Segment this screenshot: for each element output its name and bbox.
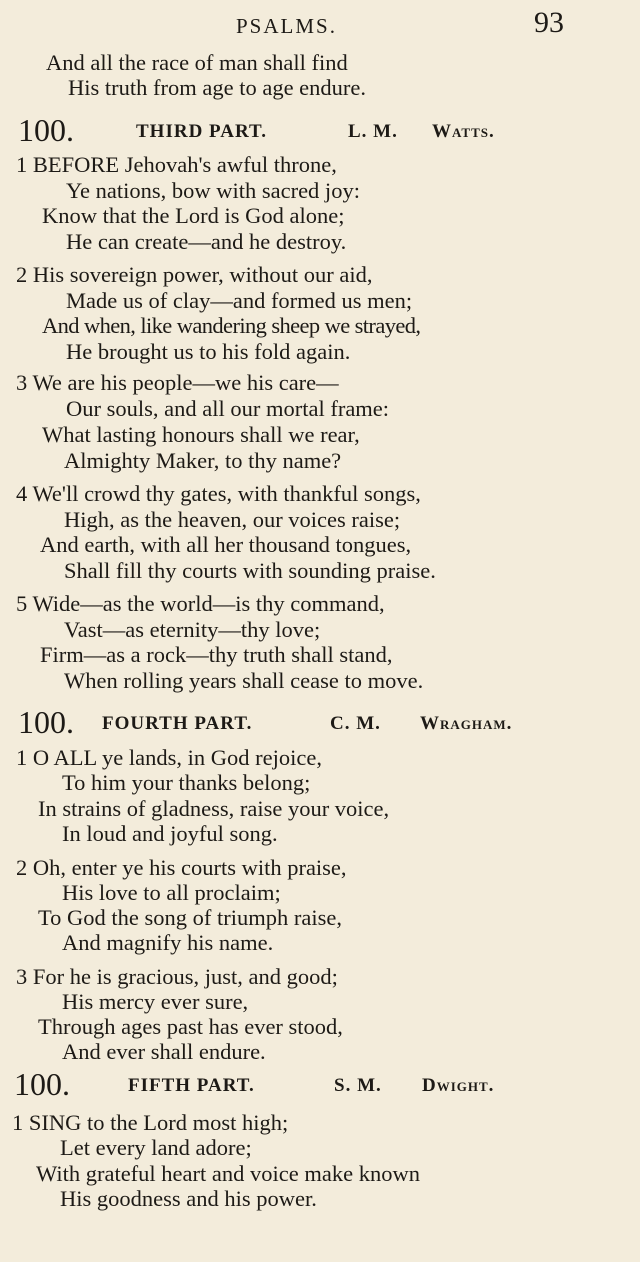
carryover-line: And all the race of man shall find	[46, 50, 348, 75]
verse-line: And earth, with all her thousand tongues,	[40, 532, 412, 557]
verse-line: He brought us to his fold again.	[66, 339, 351, 364]
verse-line: What lasting honours shall we rear,	[42, 422, 360, 447]
running-head	[0, 6, 640, 40]
hymn-meter: L. M.	[348, 121, 398, 142]
verse-line: And ever shall endure.	[62, 1039, 266, 1064]
page-number: 93	[534, 6, 564, 39]
verse-line: Our souls, and all our mortal frame:	[66, 396, 390, 421]
hymn-number: 100.	[18, 112, 74, 148]
verse-line: 1 O ALL ye lands, in God rejoice,	[16, 745, 322, 770]
hymn-author: Wragham.	[420, 713, 513, 734]
verse-line: In loud and joyful song.	[62, 821, 278, 846]
running-title: PSALMS.	[236, 14, 337, 38]
verse-line: 3 For he is gracious, just, and good;	[16, 964, 338, 989]
verse-line: Vast—as eternity—thy love;	[64, 617, 321, 642]
verse-line: And when, like wandering sheep we strayed,	[42, 313, 421, 338]
verse-line: Ye nations, bow with sacred joy:	[66, 178, 360, 203]
hymn-heading	[14, 1066, 614, 1102]
hymn-author: Dwight.	[422, 1075, 495, 1096]
verse-line: He can create—and he destroy.	[66, 229, 347, 254]
carryover-line: His truth from age to age endure.	[68, 75, 367, 100]
verse-line: 3 We are his people—we his care—	[16, 370, 339, 395]
verse-line: To him your thanks belong;	[62, 770, 311, 795]
verse-line: His love to all proclaim;	[62, 880, 281, 905]
verse-line: His goodness and his power.	[60, 1186, 317, 1211]
verse-line: 1 BEFORE Jehovah's awful throne,	[16, 152, 337, 177]
verse-line: 2 Oh, enter ye his courts with praise,	[16, 855, 347, 880]
hymn-author: Watts.	[432, 121, 495, 142]
hymn-number: 100.	[18, 704, 74, 740]
hymn-meter: C. M.	[330, 713, 381, 734]
verse-line: Shall fill thy courts with sounding praise.	[64, 558, 436, 583]
verse-line: 1 SING to the Lord most high;	[12, 1110, 289, 1135]
hymn-part: FIFTH PART.	[128, 1075, 255, 1096]
hymn-meter: S. M.	[334, 1075, 382, 1096]
verse-line: Made us of clay—and formed us men;	[66, 288, 413, 313]
verse-line: Through ages past has ever stood,	[38, 1014, 343, 1039]
hymn-heading	[18, 704, 618, 740]
hymn-part: THIRD PART.	[136, 121, 268, 142]
verse-line: High, as the heaven, our voices raise;	[64, 507, 401, 532]
verse-line: His mercy ever sure,	[62, 989, 249, 1014]
verse-line: 2 His sovereign power, without our aid,	[16, 262, 373, 287]
verse-line: To God the song of triumph raise,	[38, 905, 343, 930]
verse-line: Firm—as a rock—thy truth shall stand,	[40, 642, 393, 667]
verse-line: When rolling years shall cease to move.	[64, 668, 424, 693]
verse-line: And magnify his name.	[62, 930, 274, 955]
verse-line: With grateful heart and voice make known	[36, 1161, 420, 1186]
verse-line: Know that the Lord is God alone;	[42, 203, 345, 228]
verse-line: Let every land adore;	[60, 1135, 252, 1160]
hymn-number: 100.	[14, 1066, 70, 1102]
hymn-heading	[18, 112, 618, 148]
verse-line: In strains of gladness, raise your voice,	[38, 796, 390, 821]
verse-line: 4 We'll crowd thy gates, with thankful songs,	[16, 481, 421, 506]
hymn-part: FOURTH PART.	[102, 713, 253, 734]
verse-line: 5 Wide—as the world—is thy command,	[16, 591, 385, 616]
verse-line: Almighty Maker, to thy name?	[64, 448, 342, 473]
